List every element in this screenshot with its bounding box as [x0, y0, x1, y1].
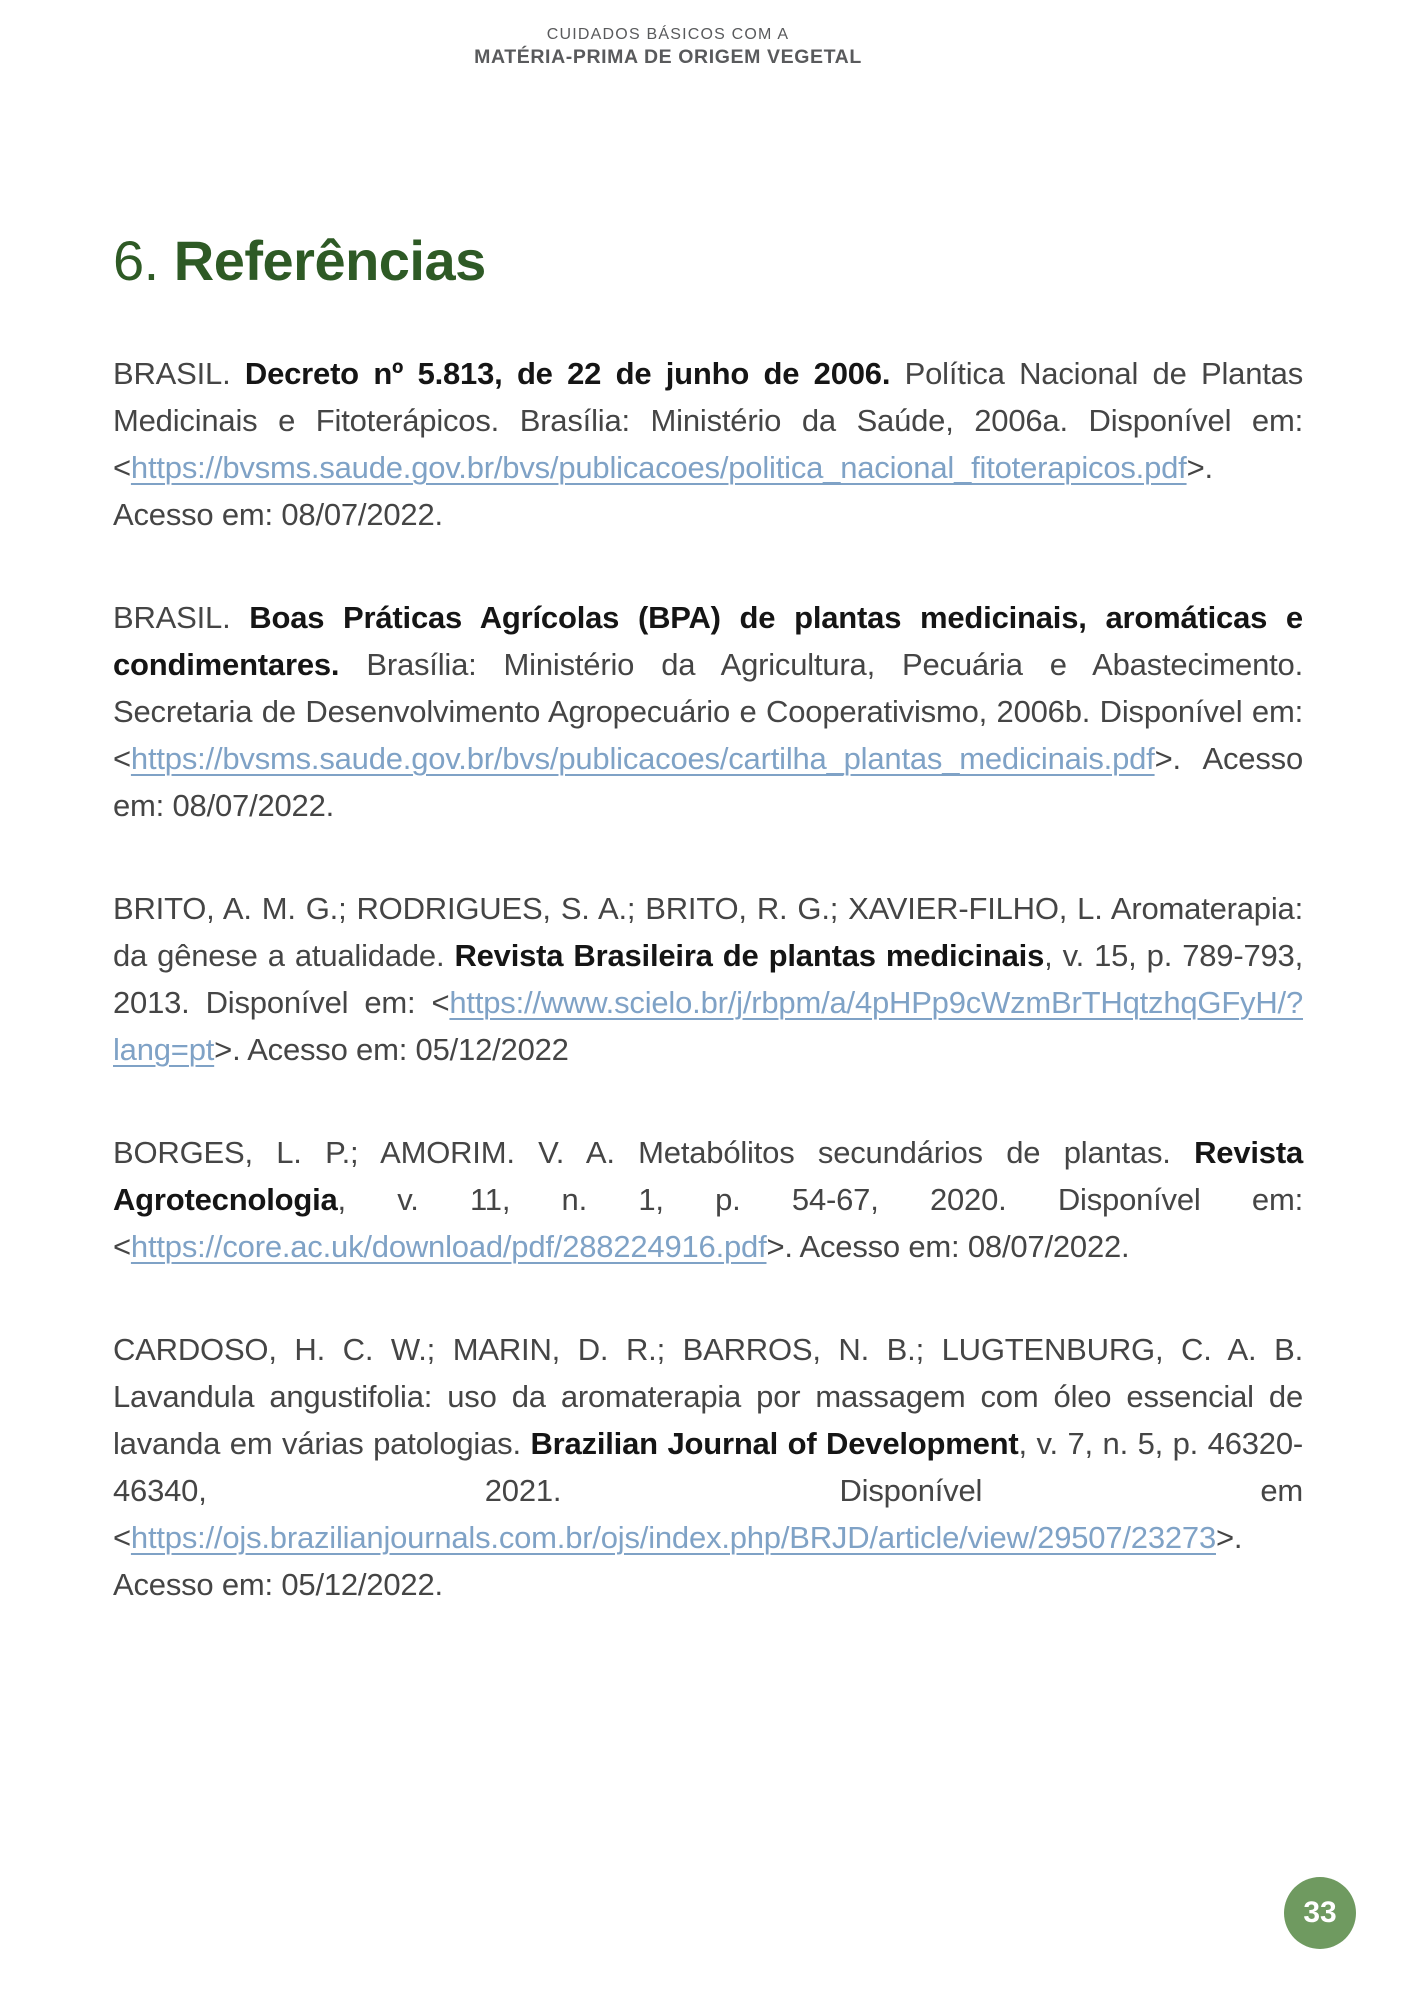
reference-text: Brasília: Ministério da Agricultura, Pecuária e Abastecimento. Secretaria de Desenvolvimento Agropecuário e Cooperativismo, 2006b. Disponível em: <	[113, 646, 1303, 776]
reference-title: Brazilian Journal of Development	[530, 1425, 1019, 1461]
page-number: 33	[1303, 1896, 1337, 1929]
reference-title: Revista Brasileira de plantas medicinais	[454, 937, 1045, 973]
reference-item	[113, 885, 1303, 1073]
page-number-badge	[1284, 1877, 1356, 1949]
reference-text: >. Acesso em: 05/12/2022.	[113, 1519, 1243, 1602]
reference-title: Revista Agrotecnologia	[113, 1134, 1303, 1217]
reference-item	[113, 350, 1303, 538]
reference-title: Boas Práticas Agrícolas (BPA) de plantas medicinais, aromáticas e condimentares.	[113, 599, 1303, 682]
reference-text: , v. 15, p. 789-793, 2013. Disponível em: <	[113, 937, 1303, 1020]
reference-link[interactable]: https://bvsms.saude.gov.br/bvs/publicacoes/cartilha_plantas_medicinais.pdf	[130, 740, 1155, 776]
reference-item	[113, 1326, 1303, 1608]
content-column	[113, 230, 1303, 1608]
references-list	[113, 350, 1303, 1608]
reference-text: CARDOSO, H. C. W.; MARIN, D. R.; BARROS, N. B.; LUGTENBURG, C. A. B. Lavandula angustifolia: uso da aromaterapia por massagem com óleo essencial de lavanda em várias patologias.	[113, 1331, 1303, 1461]
reference-text: , v. 11, n. 1, p. 54-67, 2020. Disponível em: <	[113, 1181, 1303, 1264]
running-header-line1: CUIDADOS BÁSICOS COM A	[546, 26, 790, 43]
reference-title: Decreto nº 5.813, de 22 de junho de 2006.	[244, 355, 891, 391]
reference-item	[113, 1129, 1303, 1270]
reference-link[interactable]: https://www.scielo.br/j/rbpm/a/4pHPp9cWzmBrTHqtzhqGFyH/?lang=pt	[113, 984, 1303, 1067]
reference-text: >. Acesso em: 05/12/2022	[214, 1031, 569, 1067]
reference-text: >. Acesso em: 08/07/2022.	[113, 449, 1213, 532]
reference-text: >. Acesso em: 08/07/2022.	[113, 740, 1303, 823]
running-header	[0, 26, 1414, 68]
reference-text: BRASIL.	[113, 355, 245, 391]
reference-link[interactable]: https://ojs.brazilianjournals.com.br/ojs/index.php/BRJD/article/view/29507/23273	[130, 1519, 1216, 1555]
reference-text: BRASIL.	[113, 599, 250, 635]
reference-link[interactable]: https://bvsms.saude.gov.br/bvs/publicacoes/politica_nacional_fitoterapicos.pdf	[130, 449, 1187, 485]
reference-text: BORGES, L. P.; AMORIM. V. A. Metabólitos secundários de plantas.	[113, 1134, 1195, 1170]
section-heading-title: Referências	[173, 229, 486, 292]
reference-item	[113, 594, 1303, 829]
reference-text: >. Acesso em: 08/07/2022.	[766, 1228, 1130, 1264]
section-heading-number: 6.	[113, 229, 159, 292]
reference-text: Política Nacional de Plantas Medicinais e Fitoterápicos. Brasília: Ministério da Saúde, 2006a. Disponível em: <	[113, 355, 1303, 485]
reference-text: BRITO, A. M. G.; RODRIGUES, S. A.; BRITO, R. G.; XAVIER-FILHO, L. Aromaterapia: da gênese a atualidade.	[113, 890, 1303, 973]
running-header-line2: MATÉRIA-PRIMA DE ORIGEM VEGETAL	[474, 45, 862, 68]
reference-link[interactable]: https://core.ac.uk/download/pdf/288224916.pdf	[130, 1228, 767, 1264]
section-heading	[113, 230, 1303, 292]
reference-text: , v. 7, n. 5, p. 46320-46340, 2021. Disponível em <	[113, 1425, 1304, 1555]
